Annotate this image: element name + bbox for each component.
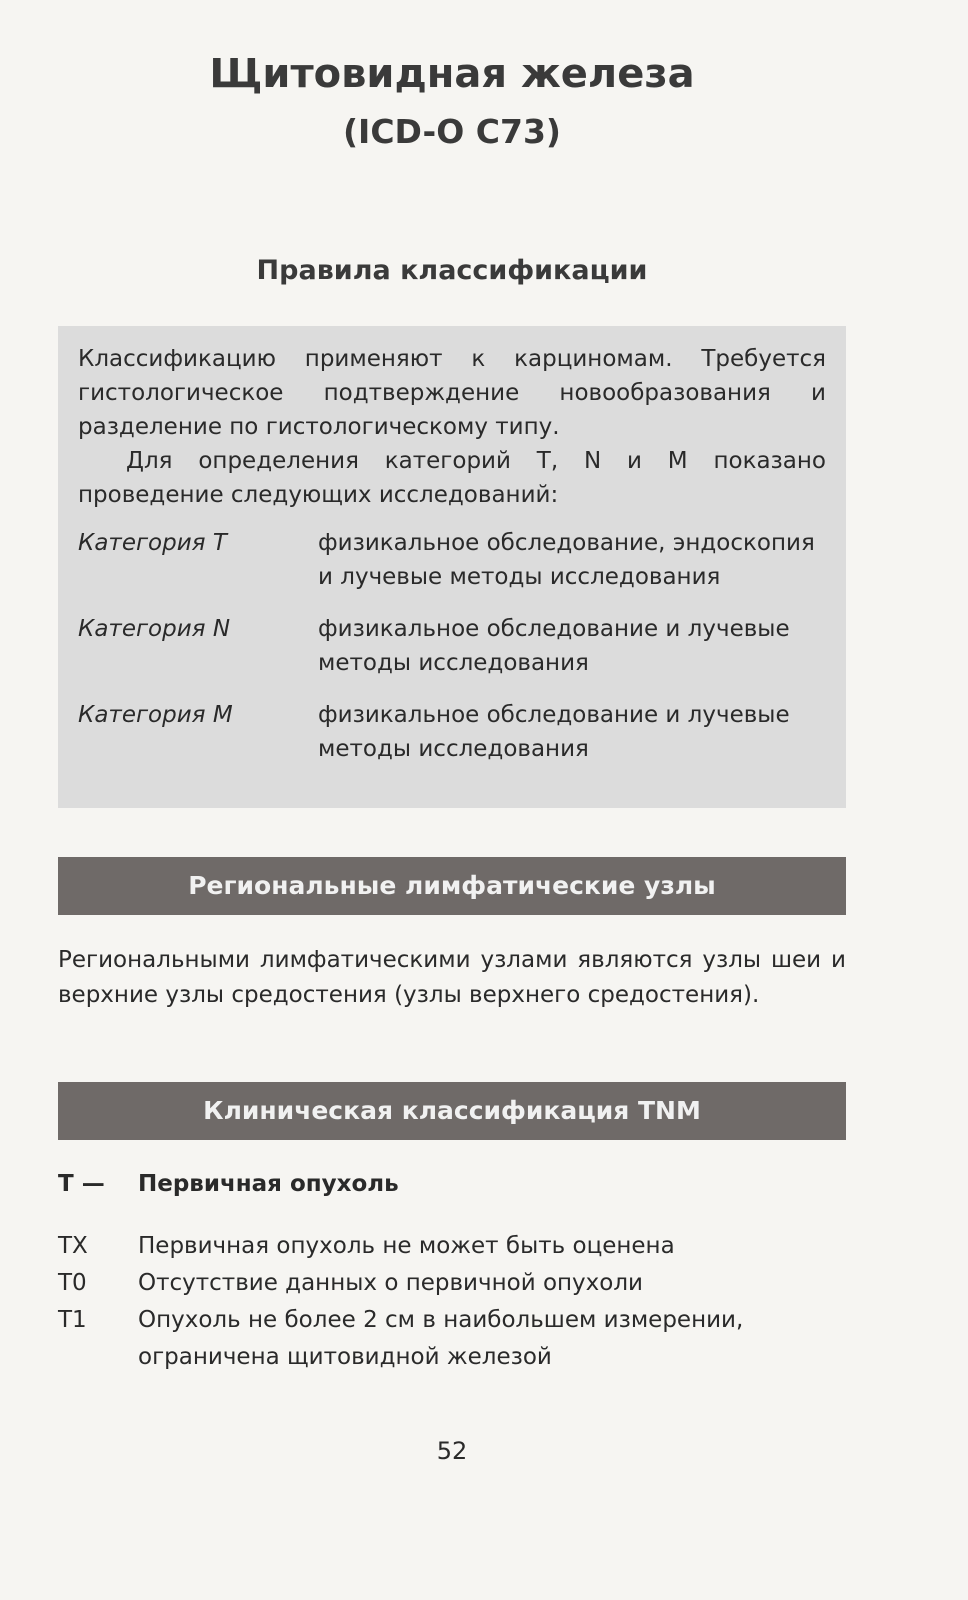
rules-box	[58, 326, 846, 808]
t-item-tx	[58, 1228, 846, 1265]
category-description: физикальное обследование и лучевые методы исследования	[318, 702, 790, 762]
t-category-list	[58, 1228, 846, 1376]
category-row-t	[78, 526, 826, 594]
document-page	[58, 0, 846, 1600]
t-category-title: Первичная опухоль	[138, 1171, 399, 1197]
t-item-description: Отсутствие данных о первичной опухоли	[138, 1270, 644, 1296]
category-label: Категория N	[78, 616, 231, 642]
rules-intro: Классификацию применяют к карциномам. Требуется гистологическое подтверждение новообразования и разделение по гистологическому типу.	[78, 346, 826, 440]
category-description: физикальное обследование и лучевые методы исследования	[318, 616, 790, 676]
tnm-heading: Клиническая классификация TNM	[58, 1082, 846, 1140]
category-row-n	[78, 612, 826, 680]
t-item-t0	[58, 1265, 846, 1302]
regional-nodes-text: Регионaльными лимфатическими узлами являются узлы шеи и верхние узлы средостения (узлы верхнего средостения).	[58, 947, 846, 1008]
t-item-code: T0	[58, 1270, 87, 1296]
page-title: Щитовидная железа	[209, 51, 695, 97]
regional-nodes-heading: Региональные лимфатические узлы	[58, 857, 846, 915]
t-category-heading	[58, 1166, 846, 1202]
t-category-code: T —	[58, 1171, 105, 1197]
category-label: Категория T	[78, 530, 227, 556]
category-row-m	[78, 698, 826, 766]
page-number: 52	[436, 1437, 468, 1465]
page-subtitle: (ICD-O C73)	[342, 112, 562, 151]
rules-heading: Правила классификации	[256, 255, 648, 286]
category-description: физикальное обследование, эндоскопия и лучевые методы исследования	[318, 530, 815, 590]
t-item-t1	[58, 1302, 846, 1376]
category-label: Категория M	[78, 702, 233, 728]
rules-procedures: Для определения категорий T, N и M показано проведение следующих исследований:	[78, 448, 826, 508]
t-item-description: Первичная опухоль не может быть оценена	[138, 1233, 675, 1259]
t-item-code: T1	[58, 1307, 87, 1333]
t-item-description: Опухоль не более 2 см в наибольшем измерении, ограничена щитовидной железой	[138, 1307, 744, 1370]
t-item-code: TX	[58, 1233, 88, 1259]
